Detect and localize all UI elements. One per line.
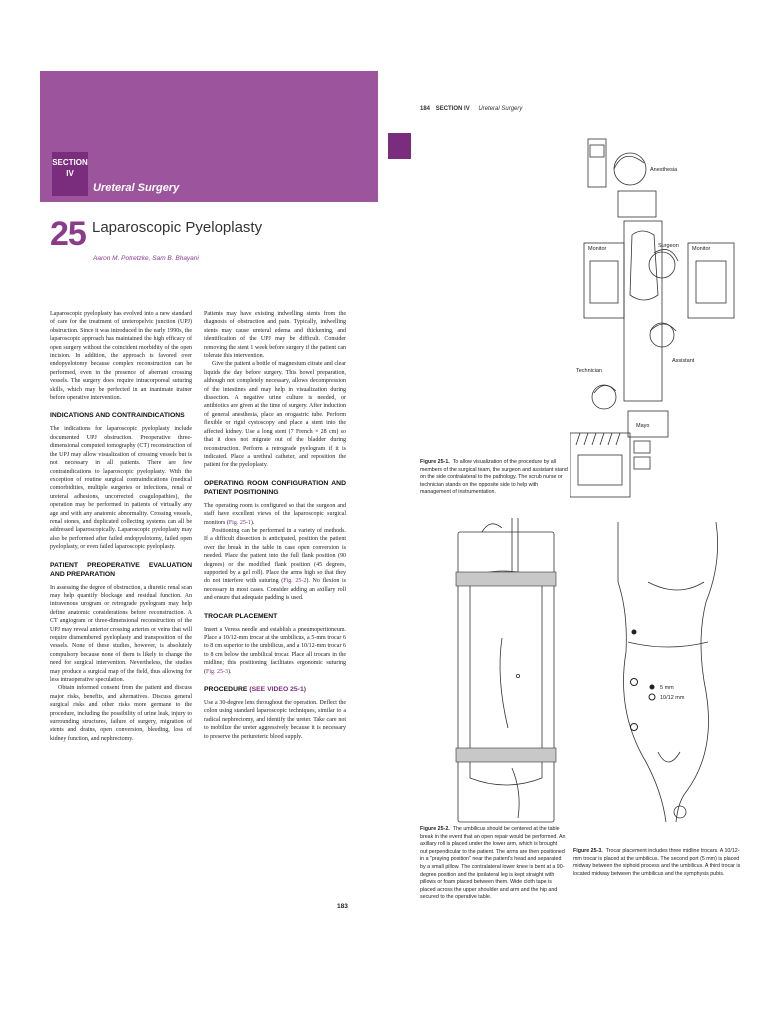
tape-hip	[456, 748, 556, 762]
text-run: ).	[228, 668, 232, 675]
monitor-left-screen	[590, 261, 618, 303]
surgeon-arm	[654, 249, 678, 261]
caption-label: Figure 25-1.	[420, 459, 450, 465]
paragraph: In assessing the degree of obstruction, a diuretic renal scan may help quantify blockage and residual function. An intravenous urogram or retrograde pyelogram may help define anatomic considerations before reconstruction. A CT angiogram or three-dimensional reconstruction of the UPJ may reveal anterior crossing arteries or veins that will require dismembered pyeloplasty and transposition of the vessels. None of these studies, however, is absolutely compulsory because none of them is likely to change the need for surgical intervention. Nevertheless, the studies may produce a surgical map of the field, thus allowing for less intraoperative speculation.	[50, 584, 192, 684]
figure-patient-positioning	[452, 518, 562, 823]
chapter-number: 25	[50, 215, 86, 253]
technician-figure	[592, 385, 616, 409]
figure-2-caption	[420, 826, 566, 902]
running-header	[420, 106, 522, 112]
legend-10mm-label: 10/12 mm	[660, 695, 685, 701]
text-run: Insert a Veress needle and establish a pneumoperitoneum. Place a 10/12-mm trocar at the umbilicus, a 5-mm trocar 6 to 8 cm superior to the umbilicus, and a 10/12-mm trocar 6 to 8 cm below the umbilical trocar. Place all trocars in the midline; this positioning facilitates ergonomic suturing (	[204, 626, 346, 675]
arm-board	[512, 518, 518, 578]
section-title: Ureteral Surgery	[93, 182, 180, 194]
paragraph: Patients may have existing indwelling stents from the diagnosis of obstruction and pain. Typically, indwelling stents may cause ureteral edema and thickening, and identification of the UPJ may be difficult. Consider removing the stent 1 week before surgery if the patient can tolerate this intervention.	[204, 311, 346, 360]
section-banner	[40, 71, 378, 202]
heading-text: PROCEDURE	[204, 686, 248, 694]
text-run: The operating room is configured so that the surgeon and staff have excellent views of the laparoscopic surgical monitors (	[204, 502, 346, 526]
text-column-2	[204, 310, 346, 741]
page-number-right: 184	[420, 106, 431, 112]
section-tab-right	[388, 133, 411, 159]
anesthesia-cart	[588, 139, 606, 187]
legend-5mm-dot	[650, 685, 655, 690]
caption-text: To allow visualization of the procedure by all members of the surgical team, the surgeon and assistant stand on the side contralateral to the pathology. The scrub nurse or technician stands on the opposite side to help with management of instrumentation.	[420, 459, 568, 496]
heading-or-config: OPERATING ROOM CONFIGURATION AND PATIENT POSITIONING	[204, 479, 346, 496]
genitalia-outline	[674, 806, 686, 818]
caption-text: The umbilicus should be centered at the table break in the event that an open repair would be performed. An axillary roll is placed under the lower arm, which is brought out perpendicular to the patient. The arms are then positioned in a "praying position" near the patient's head and separated by a small pillow. The contralateral lower knee is bent at a 90-degree position and the ipsilateral leg is kept straight with pillows or foam placed between them. Wide cloth tape is placed across the upper shoulder and arm and the hip and secured to the operative table.	[420, 826, 566, 901]
trocar-10mm-lower-marker	[631, 724, 638, 731]
paragraph: The indications for laparoscopic pyeloplasty include documented UPJ obstruction. Preoperative three-dimensional computed tomography (CT) reconstruction of the UPJ may allow visualization of crossing vessels but is not necessary in all patients. There are few contraindications to laparoscopic pyeloplasty. With the exception of routine surgical contraindications (medical comorbidities, multiple surgeries or infections, renal or ureteral adhesions, uncorrected coagulopathies), the operation may be performed in patients of virtually any age and with any anatomic abnormality. Crossing vessels, renal stones, and duplicated collecting systems can all be addressed laparoscopically. Laparoscopic pyeloplasty may also be performed after failed endopyelotomy, failed open pyeloplasty, or even failed laparoscopic pyeloplasty.	[50, 426, 192, 551]
figure-trocar-placement	[588, 522, 748, 822]
figure-1-caption	[420, 459, 570, 497]
trocar-10mm-umbilicus-marker	[631, 679, 638, 686]
label-surgeon: Surgeon	[658, 243, 679, 249]
running-section: SECTION IV	[435, 106, 470, 112]
chapter-authors: Aaron M. Potretzke, Sam B. Bhayani	[93, 255, 199, 262]
patient-torso	[630, 231, 658, 300]
chapter-title: Laparoscopic Pyeloplasty	[92, 219, 263, 236]
assistant-arm	[650, 324, 676, 331]
monitor-right-stand	[688, 243, 734, 318]
text-run: ). No flexion is necessary in most cases. Consider adding an axillary roll and ensure that adequate padding is used.	[204, 578, 346, 602]
caption-label: Figure 25-3.	[573, 848, 603, 854]
umbilicus	[516, 674, 519, 677]
paragraph: Obtain informed consent from the patient and discuss major risks, benefits, and alternatives. Discuss general surgical risks and other risks more germane to the procedure, including the possibility of urine leak, injury to surrounding structures, failure of surgery, migration of stents and drains, open conversion, bleeding, loss of kidney function, and nephrectomy.	[50, 685, 192, 742]
leg-line	[512, 768, 519, 818]
monitor-right-screen	[696, 261, 726, 303]
abdomen-line	[628, 642, 708, 647]
label-assistant: Assistant	[672, 358, 695, 364]
label-monitor-left: Monitor	[588, 246, 607, 252]
paragraph: Laparoscopic pyeloplasty has evolved into a new standard of care for the treatment of ureteropelvic junction (UPJ) obstruction. Since it was introduced in the early 1990s, the laparoscopic approach has maintained the high efficacy of open surgery without the coincident morbidity of the open incision. In addition, the approach is favored over endopyelotomy because complex reconstruction can be performed, even in the presence of aberrant crossing vessels. The surgery does require intracorporeal suturing skills, which may be perfected in an inanimate trainer before operative intervention.	[50, 311, 192, 402]
paragraph	[204, 626, 346, 676]
label-technician: Technician	[576, 368, 602, 374]
figure-reference-link[interactable]: Fig. 25-2	[283, 578, 307, 585]
figure-or-layout	[570, 135, 745, 505]
body-left-contour	[618, 522, 666, 822]
heading-trocar: TROCAR PLACEMENT	[204, 612, 278, 620]
paragraph: Give the patient a bottle of magnesium citrate and clear liquids the day before surgery. This bowel preparation, although not completely necessary, allows decompression of the intestines and may help in visualization during dissection. A negative urine culture is needed, or antibiotics are given at the time of surgery. After induction of general anesthesia, place an orogastric tube. Perform flexible or rigid cystoscopy and place a stent into the affected kidney. Use a long stent (7 French × 28 cm) so that it does not migrate out of the bladder during reconstruction. Perform a retrograde pyelogram if it is indicated. Place a urethral catheter, and reposition the patient for the pyeloplasty.	[204, 361, 346, 469]
label-mayo: Mayo	[636, 423, 650, 429]
section-numeral: IV	[66, 169, 74, 178]
page-number-left: 183	[337, 903, 348, 910]
video-reference-link[interactable]: (SEE VIDEO 25-1)	[249, 686, 306, 694]
pelvis-line	[658, 752, 680, 762]
figure-reference-link[interactable]: Fig. 25-3	[206, 668, 229, 675]
section-tab	[52, 152, 88, 196]
caption-text: Trocar placement includes three midline trocars. A 10/12-mm trocar is placed at the umbilicus. The second port (5 mm) is placed midway between the xiphoid process and the umbilicus. A third trocar is located midway between the umbilicus and the symphysis pubis.	[573, 848, 741, 877]
figure-3-caption	[573, 848, 743, 878]
hand	[482, 524, 502, 532]
spine-line	[500, 638, 508, 728]
heading-indications: INDICATIONS AND CONTRAINDICATIONS	[50, 412, 185, 420]
paragraph	[204, 527, 346, 603]
label-anesthesia: Anesthesia	[650, 167, 678, 173]
supply-box	[634, 457, 650, 469]
text-run: ).	[250, 519, 255, 526]
heading-preop: PATIENT PREOPERATIVE EVALUATION AND PREPARATION	[50, 561, 192, 578]
text-run: Positioning can be performed in a variety of methods. If a difficult dissection is anticipated, position the patient over the break in the table in case open conversion is needed. Place the patient into the full flank position (90 degrees) or the modified flank position (45 degrees, supported by a gel roll). Place the arms high so that they do not interfere with suturing (	[204, 527, 346, 585]
paragraph	[204, 502, 346, 527]
anesthesiologist-figure	[614, 153, 646, 185]
section-label: SECTION	[52, 158, 88, 167]
running-title: Ureteral Surgery	[478, 106, 523, 112]
operating-table	[624, 221, 662, 401]
anesthesia-machine-icon	[590, 145, 604, 157]
patient-head-section	[618, 191, 656, 217]
paragraph: Use a 30-degree lens throughout the operation. Deflect the colon using standard laparoscopic techniques, similar to a radical nephrectomy, and identify the ureter. Take care not to mobilize the ureter aggressively because it is necessary to preserve the periureteric blood supply.	[204, 700, 346, 740]
rib-contour	[648, 582, 704, 590]
body-right-contour	[676, 522, 718, 822]
text-column-1	[50, 310, 192, 743]
figure-reference-link[interactable]: Fig. 25-1	[228, 519, 251, 526]
caption-label: Figure 25-2.	[420, 826, 450, 832]
instrument-tray	[578, 455, 622, 485]
label-monitor-right: Monitor	[692, 246, 711, 252]
instrument-table	[570, 433, 630, 497]
trocar-5mm-marker	[632, 630, 637, 635]
instrument-lines	[576, 433, 620, 445]
supply-box	[634, 441, 650, 453]
heading-procedure	[204, 685, 346, 694]
tape-shoulder	[456, 572, 556, 586]
legend-10mm-dot	[649, 694, 655, 700]
legend-5mm-label: 5 mm	[660, 685, 674, 691]
